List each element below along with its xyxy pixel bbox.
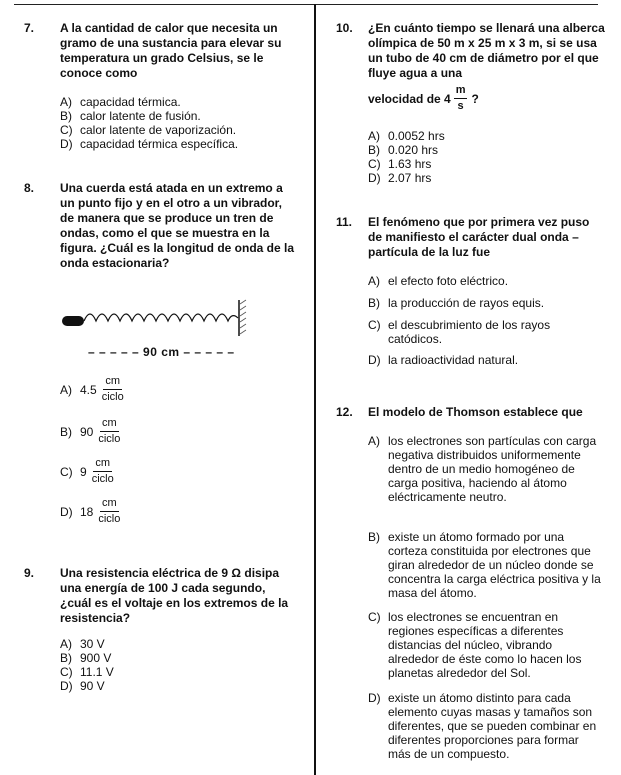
q12-option-c[interactable]: C) los electrones se encuentran en regiones específicas a diferentes distancias del núcleo, vibrando alrededor de éste como lo hacen los planetas alrededor del Sol.	[368, 610, 582, 680]
unit-fraction: $\frac{cm}{\text{ciclo}}$	[98, 417, 121, 445]
q11-option-b[interactable]: B) la producción de rayos equis.	[368, 296, 545, 310]
q9-option-a[interactable]: A) 30 V	[60, 637, 105, 651]
q8-option-c[interactable]: C) 9 $\frac{cm}{\text{ciclo}}$	[60, 457, 114, 485]
q11-option-c[interactable]: C) el descubrimiento de los rayos catódicos.	[368, 318, 551, 346]
q7-number: 7.	[24, 21, 35, 35]
q7-text: A la cantidad de calor que necesita un gramo de una sustancia para elevar su temperatura un grado Celsius, se le conoce como	[60, 21, 282, 80]
figure-length-label: – – – – – 90 cm – – – – –	[88, 345, 235, 359]
q11-option-d[interactable]: D) la radioactividad natural.	[368, 353, 519, 367]
q12-option-b[interactable]: B) existe un átomo formado por una corteza constituida por electrones que giran alrededor de un núcleo donde se concentra la carga eléctrica positiva y la masa del átomo.	[368, 530, 601, 600]
q7-option-b[interactable]: B) calor latente de fusión.	[60, 109, 201, 123]
q8-option-a[interactable]: A) 4.5 $\frac{cm}{\text{ciclo}}$	[60, 375, 124, 403]
q8-number: 8.	[24, 181, 35, 195]
q10-option-b[interactable]: B) 0.020 hrs	[368, 143, 439, 157]
wall-hatching	[240, 300, 246, 334]
velocity-fraction: $\frac{m}{s}$	[455, 84, 466, 112]
q12-option-d[interactable]: D) existe un átomo distinto para cada elemento cuyas masas y tamaños son diferentes, que se pueden combinar en diferentes proporciones para formar más de un compuesto.	[368, 691, 597, 761]
q12-text: El modelo de Thomson establece que	[368, 405, 583, 419]
q9-option-b[interactable]: B) 900 V	[60, 651, 112, 665]
standing-wave-figure	[60, 296, 250, 340]
q9-number: 9.	[24, 566, 35, 580]
q7-option-d[interactable]: D) capacidad térmica específica.	[60, 137, 239, 151]
q11-option-a[interactable]: A) el efecto foto eléctrico.	[368, 274, 509, 288]
q12-number: 12.	[336, 405, 353, 419]
q9-option-d[interactable]: D) 90 V	[60, 679, 105, 693]
q7-option-c[interactable]: C) calor latente de vaporización.	[60, 123, 237, 137]
q10-velocity: velocidad de 4 $\frac{m}{s}$ ?	[368, 84, 479, 112]
q9-options	[60, 637, 300, 693]
unit-fraction: $\frac{cm}{\text{ciclo}}$	[91, 457, 114, 485]
q8-text: Una cuerda está atada en un extremo a un punto fijo y en el otro a un vibrador, de manera que se produce un tren de ondas, como el que se muestra en la figura. ¿Cuál es la longitud de onda de la onda estacionaria?	[60, 181, 295, 270]
q7-option-a[interactable]: A) capacidad térmica.	[60, 95, 181, 109]
column-divider	[314, 4, 316, 775]
q8-option-d[interactable]: D) 18 $\frac{cm}{\text{ciclo}}$	[60, 497, 121, 525]
q10-number: 10.	[336, 21, 353, 35]
unit-fraction: $\frac{cm}{\text{ciclo}}$	[98, 497, 121, 525]
top-rule	[14, 4, 598, 5]
q10-option-d[interactable]: D) 2.07 hrs	[368, 171, 432, 185]
q9-option-c[interactable]: C) 11.1 V	[60, 665, 114, 679]
q10-option-a[interactable]: A) 0.0052 hrs	[368, 129, 445, 143]
unit-fraction: $\frac{cm}{\text{ciclo}}$	[101, 375, 124, 403]
q11-number: 11.	[336, 215, 353, 229]
q10-options	[368, 129, 608, 185]
vibrator	[62, 316, 84, 326]
q7-options	[60, 95, 300, 151]
q10-text: ¿En cuánto tiempo se llenará una alberca olímpica de 50 m x 25 m x 3 m, si se usa un tubo de 40 cm de diámetro por el que fluye agua a una	[368, 21, 605, 80]
q10-option-c[interactable]: C) 1.63 hrs	[368, 157, 432, 171]
q12-option-a[interactable]: A) los electrones son partículas con carga negativa distribuidos uniformemente dentro de un medio homogéneo de carga positiva, haciendo al átomo eléctricamente neutro.	[368, 434, 597, 504]
q11-text: El fenómeno que por primera vez puso de manifiesto el carácter dual onda – partícula de la luz fue	[368, 215, 590, 259]
q8-option-b[interactable]: B) 90 $\frac{cm}{\text{ciclo}}$	[60, 417, 121, 445]
wave-string	[84, 314, 238, 321]
q9-text: Una resistencia eléctrica de 9 Ω disipa una energía de 100 J cada segundo, ¿cuál es el voltaje en los extremos de la resistencia?	[60, 566, 289, 625]
